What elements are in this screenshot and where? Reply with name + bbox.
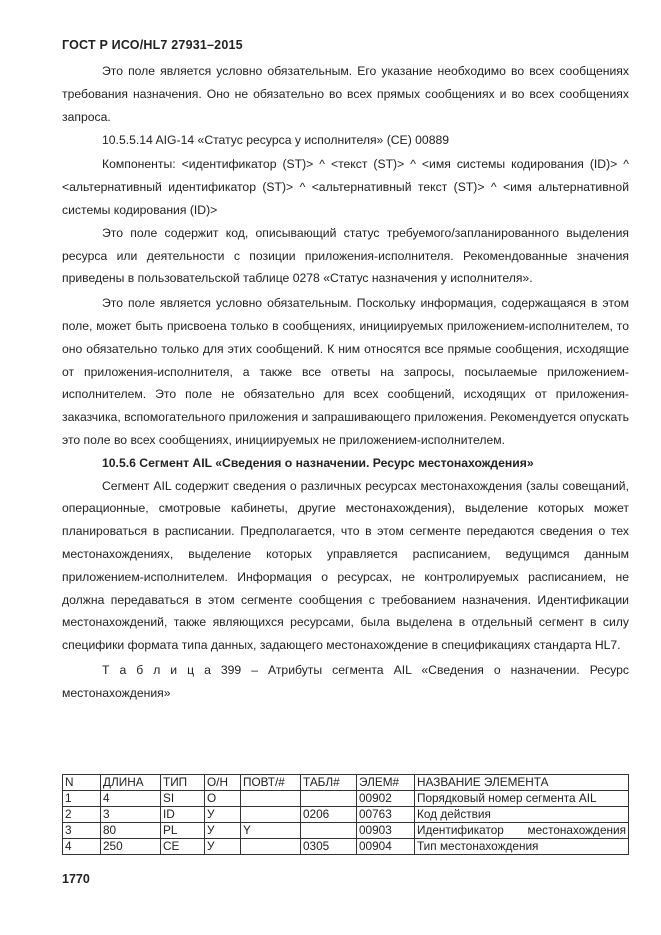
table-cell: 0305 — [301, 839, 357, 855]
section-heading: 10.5.6 Сегмент AIL «Сведения о назначении. Ресурс местонахождения» — [102, 455, 534, 470]
table-cell: 0206 — [301, 807, 357, 823]
table-caption: Т а б л и ц а 399 – Атрибуты сегмента AIL «Сведения о назначении. Ресурс местонахождения» — [62, 662, 629, 700]
column-header: ДЛИНА — [101, 775, 161, 791]
table-cell: 3 — [63, 823, 101, 839]
table-row — [63, 839, 629, 855]
paragraph: Это поле является условно обязательным. Поскольку информация, содержащаяся в этом поле, может быть присвоена только в сообщениях, инициируемых приложением-исполнителем, то оно обязательно только для этих сообщений. К ним относятся все прямые сообщения, исходящие от приложения-исполнителя, а также все ответы на запросы, посылаемые приложением-исполнителем. Это поле не обязательно для всех сообщений, исходящих от приложения-заказчика, вспомогательного приложения и запрашивающего приложения. Рекомендуется опускать это поле во всех сообщениях, инициируемых не приложением-исполнителем. — [62, 296, 629, 447]
table-cell — [301, 791, 357, 807]
document-header: ГОСТ Р ИСО/HL7 27931–2015 — [62, 38, 243, 52]
table-cell: 00902 — [357, 791, 415, 807]
column-header: НАЗВАНИЕ ЭЛЕМЕНТА — [415, 775, 629, 791]
table-cell: 00763 — [357, 807, 415, 823]
table-cell: 4 — [101, 791, 161, 807]
section-heading: 10.5.5.14 AIG-14 «Статус ресурса у исполнителя» (CE) 00889 — [102, 133, 450, 148]
table-cell: Порядковый номер сегмента AIL — [415, 791, 629, 807]
table-cell: SI — [161, 791, 205, 807]
table-cell: Идентификатор местонахождения — [415, 823, 629, 839]
column-header: N — [63, 775, 101, 791]
paragraph: Сегмент AIL содержит сведения о различных ресурсах местонахождения (залы совещаний, операционные, смотровые кабинеты, другие местонахождения), выделение которых может планироваться в расписании. Предполагается, что в этом сегменте передаются сведения о тех местонахождениях, выделение которых управляется расписанием, ведущимся данным приложением-исполнителем. Информация о ресурсах, не контролируемых расписанием, не должна передаваться в этом сегменте сообщения с требованием назначения. Идентификации местонахождений, также являющихся ресурсами, была выделена в отдельный сегмент в силу специфики формата типа данных, задающего местонахождение в спецификациях стандарта HL7. — [62, 478, 629, 653]
table-cell: 2 — [63, 807, 101, 823]
table-cell: 00904 — [357, 839, 415, 855]
paragraph: Компоненты: <идентификатор (ST)> ^ <текст (ST)> ^ <имя системы кодирования (ID)> ^ <альтернативный идентификатор (ST)> ^ <альтернативный текст (ST)> ^ <имя альтернативной системы кодирования (ID)> — [62, 157, 629, 217]
table-row — [63, 823, 629, 839]
table-cell: O — [205, 791, 241, 807]
table-cell: Y — [241, 823, 301, 839]
table-cell: Код действия — [415, 807, 629, 823]
table-header-row — [63, 775, 629, 791]
table-cell — [241, 791, 301, 807]
table-row — [63, 791, 629, 807]
table-row — [63, 807, 629, 823]
table-cell — [241, 839, 301, 855]
column-header: О/Н — [205, 775, 241, 791]
table-cell: У — [205, 807, 241, 823]
column-header: ТАБЛ# — [301, 775, 357, 791]
table-cell: У — [205, 823, 241, 839]
table-cell: PL — [161, 823, 205, 839]
table-cell: Тип местонахождения — [415, 839, 629, 855]
table-cell: CE — [161, 839, 205, 855]
table-cell: 80 — [101, 823, 161, 839]
table-cell: 00903 — [357, 823, 415, 839]
table-cell: 1 — [63, 791, 101, 807]
table-cell: У — [205, 839, 241, 855]
table-cell — [301, 823, 357, 839]
page-number: 1770 — [62, 872, 90, 886]
column-header: ТИП — [161, 775, 205, 791]
table-cell: ID — [161, 807, 205, 823]
table-cell: 4 — [63, 839, 101, 855]
attributes-table — [62, 774, 629, 855]
paragraph: Это поле содержит код, описывающий статус требуемого/запланированного выделения ресурса или деятельности с позиции приложения-исполнителя. Рекомендованные значения приведены в пользовательской таблице 0278 «Статус назначения у исполнителя». — [62, 225, 629, 286]
table-cell: 3 — [101, 807, 161, 823]
paragraph: Это поле является условно обязательным. Его указание необходимо во всех сообщениях требования назначения. Оно не обязательно во всех прямых сообщениях и во всех сообщениях запроса. — [62, 64, 629, 124]
body-text — [62, 60, 629, 705]
column-header: ЭЛЕМ# — [357, 775, 415, 791]
column-header: ПОВТ/# — [241, 775, 301, 791]
table-cell: 250 — [101, 839, 161, 855]
table-cell — [241, 807, 301, 823]
